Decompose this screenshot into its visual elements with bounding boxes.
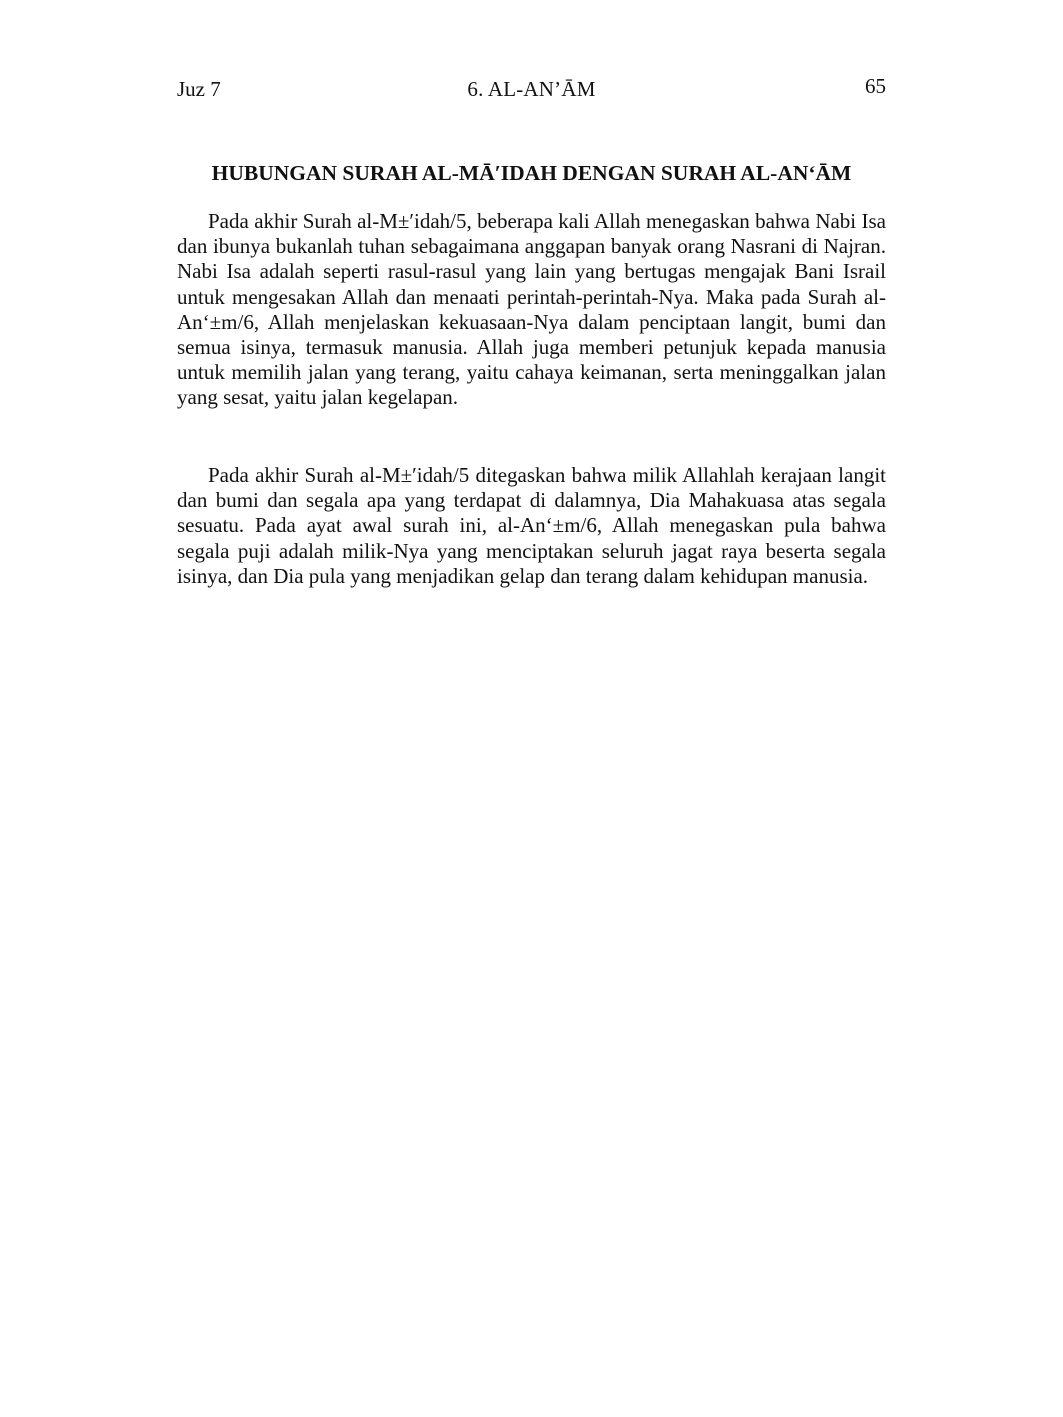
juz-label: Juz 7 xyxy=(177,77,221,101)
section-heading: HUBUNGAN SURAH AL-MĀ′IDAH DENGAN SURAH AL-AN‘ĀM xyxy=(211,161,852,185)
body-paragraph-2: Pada akhir Surah al-M±′idah/5 ditegaskan bahwa milik Allahlah kerajaan langit dan bumi dan segala apa yang terdapat di dalamnya, Dia Mahakuasa atas segala sesuatu. Pada ayat awal surah ini, al-An‘±m/6, Allah menegaskan pula bahwa segala puji adalah milik-Nya yang menciptakan seluruh jagat raya beserta segala isinya, dan Dia pula yang menjadikan gelap dan terang dalam kehidupan manusia. xyxy=(177,463,886,588)
document-page xyxy=(177,0,886,1417)
running-header xyxy=(177,74,886,104)
body-paragraph-1: Pada akhir Surah al-M±′idah/5, beberapa kali Allah menegaskan bahwa Nabi Isa dan ibunya bukanlah tuhan sebagaimana anggapan banyak orang Nasrani di Najran. Nabi Isa adalah seperti rasul-rasul yang lain yang bertugas mengajak Bani Israil untuk mengesakan Allah dan menaati perintah-perintah-Nya. Maka pada Surah al-An‘±m/6, Allah menjelaskan kekuasaan-Nya dalam penciptaan langit, bumi dan semua isinya, termasuk manusia. Allah juga memberi petunjuk kepada manusia untuk memilih jalan yang terang, yaitu cahaya keimanan, serta meninggalkan jalan yang sesat, yaitu jalan kegelapan. xyxy=(177,209,886,410)
page-number: 65 xyxy=(865,74,886,98)
surah-title: 6. AL-AN’ĀM xyxy=(467,77,596,101)
